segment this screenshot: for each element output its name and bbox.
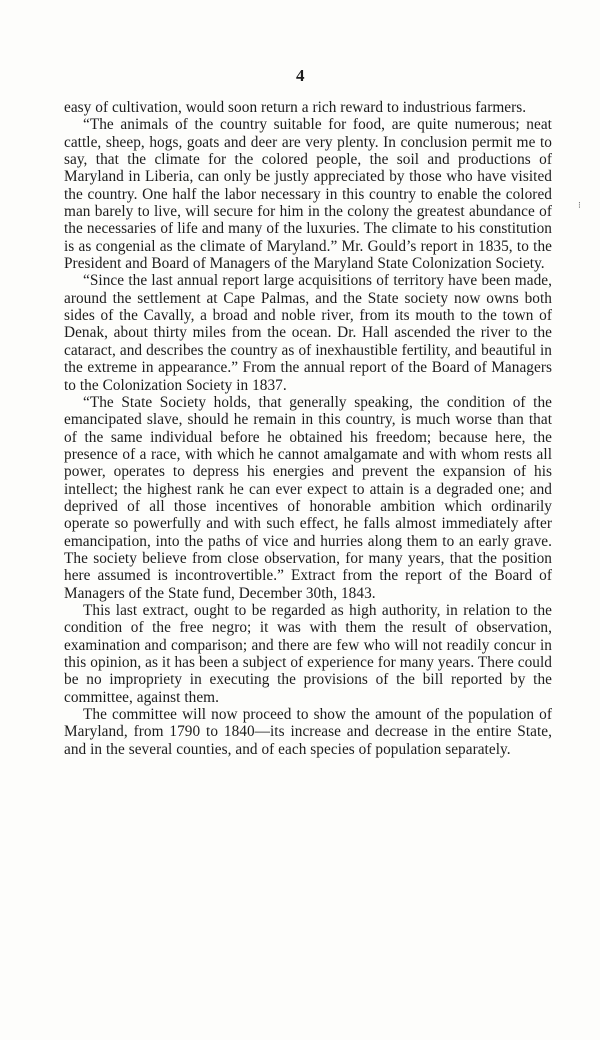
paragraph-gould-report: “The animals of the country suitable for food, are quite numerous; neat cattle, sheep, hogs, goats and deer are very plenty. In conclusion permit me to say, that the climate for the colored people, the soil and productions of Maryland in Liberia, can only be justly appreciated by those who have visited the country. One half the labor necessary in this country to enable the colored man barely to live, will secure for him in the colony the greatest abundance of the necessaries of life and many of the luxuries. The climate to his constitution is as congenial as the climate of Maryland.” Mr. Gould’s report in 1835, to the President and Board of Managers of the Maryland State Colonization Society. [64,116,552,273]
paragraph-committee-population: The committee will now proceed to show the amount of the population of Maryland, from 1790 to 1840—its increase and decrease in the entire State, and in the several counties, and of each species of population separately. [64,706,552,758]
paragraph-continuation: easy of cultivation, would soon return a rich reward to industrious farmers. [64,99,527,116]
paragraph-state-society: “The State Society holds, that generally speaking, the condition of the emancipated slave, should he remain in this country, is much worse than that of the same individual before he obtained his freedom; because here, the presence of a race, with which he cannot amalgamate and with whom rests all power, operates to depress his energies and prevent the expansion of his intellect; the highest rank he can ever expect to attain is a degraded one; and deprived of all those incentives of honorable ambition which ordinarily operate so powerfully and with such effect, he falls almost immediately after emancipation, into the paths of vice and hurries along them to an early grave. The society believe from close observation, for many years, that the position here assumed is incontrovertible.” Extract from the report of the Board of Managers of the State fund, December 30th, 1843. [64,393,552,602]
body-text [64,99,552,758]
margin-mark: ⁝ [578,200,581,210]
paragraph-annual-report-1837: “Since the last annual report large acquisitions of territory have been made, around the settlement at Cape Palmas, and the State society now owns both sides of the Cavally, a broad and noble river, from its mouth to the town of Denak, about thirty miles from the ocean. Dr. Hall ascended the river to the cataract, and describes the country as of inexhaustible fertility, and beautiful in the extreme in appearance.” From the annual report of the Board of Managers to the Colonization Society in 1837. [64,272,552,394]
paragraph-last-extract: This last extract, ought to be regarded as high authority, in relation to the condition of the free negro; it was with them the result of observation, examination and comparison; and there are few who will not readily concur in this opinion, as it has been a subject of experience for many years. There could be no impropriety in executing the provisions of the bill reported by the committee, against them. [64,601,552,706]
page-number: 4 [296,66,305,85]
